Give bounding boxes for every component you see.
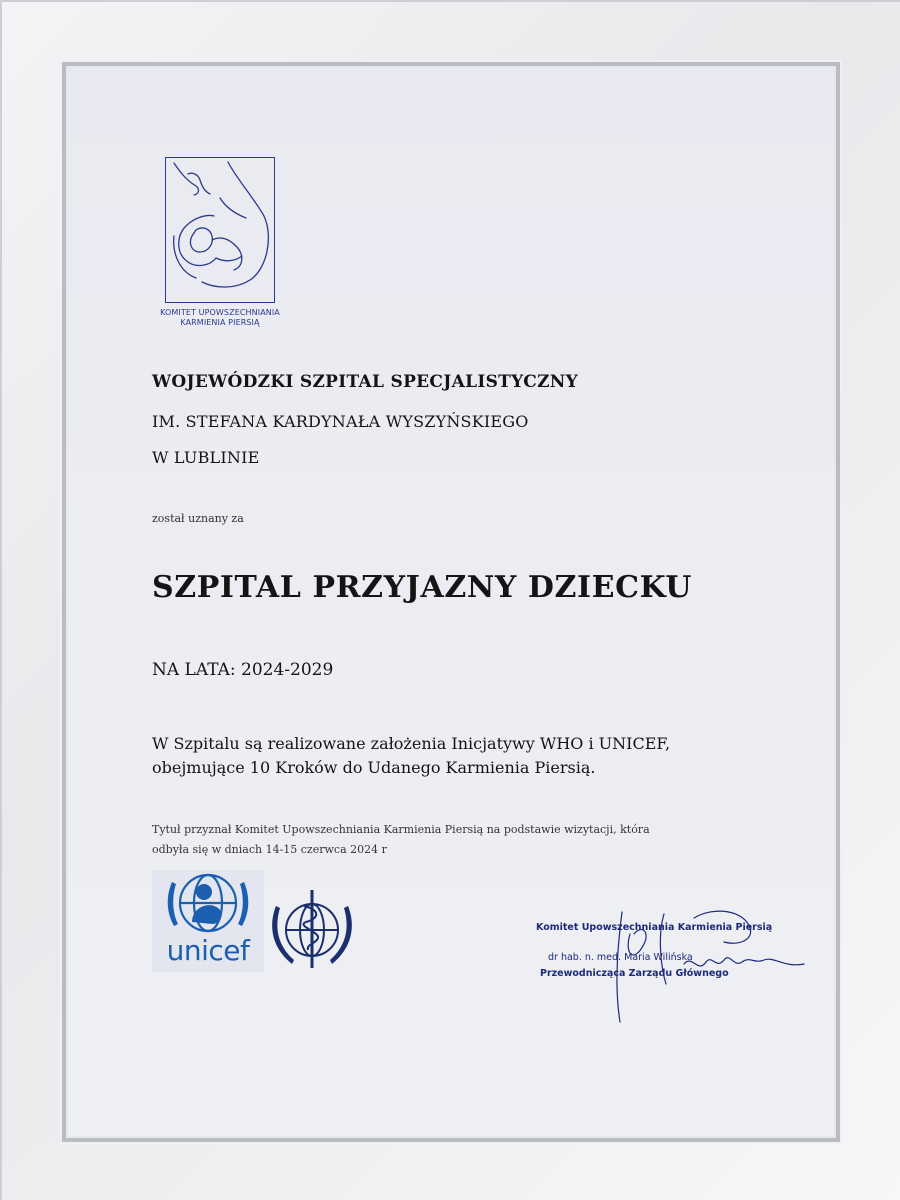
hospital-name-line2: IM. STEFANA KARDYNAŁA WYSZYŃSKIEGO xyxy=(152,412,529,431)
footnote-line2: odbyła się w dniach 14-15 czerwca 2024 r xyxy=(152,843,387,856)
signatory-role: Przewodnicząca Zarządu Głównego xyxy=(540,968,729,979)
mother-child-icon xyxy=(166,158,273,301)
validity-period: NA LATA: 2024-2029 xyxy=(152,660,334,680)
logo-caption-line1: KOMITET UPOWSZECHNIANIA xyxy=(160,308,280,317)
certificate-title: SZPITAL PRZYJAZNY DZIECKU xyxy=(152,570,692,605)
unicef-wordmark: unicef xyxy=(166,934,250,967)
who-emblem-icon xyxy=(266,886,358,972)
body-line1: W Szpitalu są realizowane założenia Inicjatywy WHO i UNICEF, xyxy=(152,734,671,753)
signature-block xyxy=(534,916,834,1036)
recognized-label: został uznany za xyxy=(152,512,244,525)
unicef-emblem-icon xyxy=(152,870,264,936)
breastfeeding-logo xyxy=(165,157,275,303)
hospital-name-line1: WOJEWÓDZKI SZPITAL SPECJALISTYCZNY xyxy=(152,372,579,392)
hospital-name-line3: W LUBLINIE xyxy=(152,448,260,467)
who-logo xyxy=(266,886,358,972)
body-line2: obejmujące 10 Kroków do Udanego Karmienia Piersią. xyxy=(152,758,596,777)
logo-caption xyxy=(150,308,290,328)
logo-caption-line2: KARMIENIA PIERSIĄ xyxy=(180,318,260,327)
signatory-organization: Komitet Upowszechniania Karmienia Piersią xyxy=(536,922,773,933)
certificate-paper xyxy=(68,68,834,1136)
signatory-name: dr hab. n. med. Maria Wilińska xyxy=(548,952,693,963)
unicef-logo xyxy=(152,870,264,972)
footnote-line1: Tytuł przyznał Komitet Upowszechniania Karmienia Piersią na podstawie wizytacji, która xyxy=(152,823,650,836)
